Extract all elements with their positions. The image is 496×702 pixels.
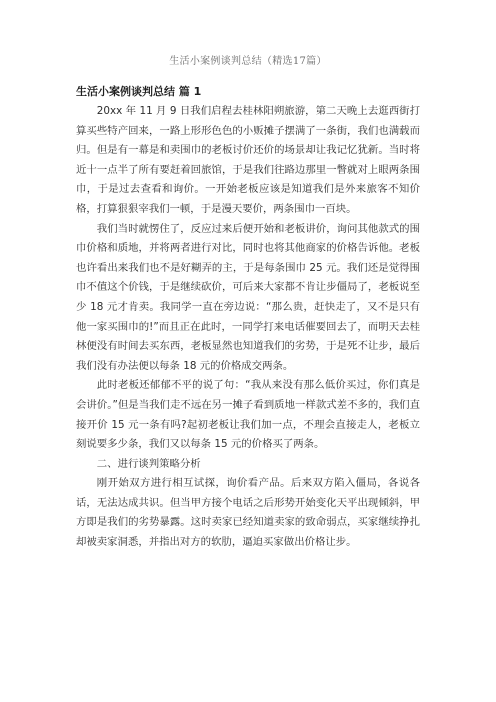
- strategy-subheading: 二、进行谈判策略分析: [96, 457, 201, 470]
- paragraph-2: 我们当时就愣住了，反应过来后便开始和老板讲价，询问其他款式的围巾价格和质地，并将两者进行对比，同时也将其他商家的价格告诉他。老板也许看出来我们也不是好糊弄的主，于是每条围巾 25 元。我们还是觉得围巾不值这个价钱，于是继续砍价，可后来大家都不肯让步僵局了，老板说至少 18 元才肯卖。我同学一直在旁边说：“那么贵，赶快走了，又不是只有他一家买围巾的!”而且正在此时，一同学打来电话催要回去了，而明天去桂林便没有时间去买东西，老板显然也知道我们的劣势，于是死不让步，最后我们没有办法便以每条 18 元的价格成交两条。: [76, 222, 420, 372]
- paragraph-3: 此时老板还郁郁不平的说了句：“我从来没有那么低价买过，你们真是会讲价。”但是当我们走不远在另一摊子看到质地一样款式差不多的，我们直接开价 15 元一条有吗?起初老板让我们加一点，不理会直接走人，老板立刻说要多少条，我们又以每条 15 元的价格买了两条。: [76, 379, 420, 451]
- document-title: 生活小案例谈判总结（精选17篇）: [169, 56, 327, 67]
- document-body: [76, 82, 420, 553]
- section-heading: 生活小案例谈判总结 篇 1: [76, 85, 202, 98]
- paragraph-4: 刚开始双方进行相互试探，询价看产品。后来双方陷入僵局，各说各话，无法达成共识。但当甲方接个电话之后形势开始变化天平出现倾斜，甲方即是我们的劣势暴露。这时卖家已经知道卖家的致命弱点，买家继续挣扎却被卖家洞悉，并指出对方的软肋，逼迫买家做出价格让步。: [76, 477, 420, 549]
- paragraph-1: 20xx 年 11 月 9 日我们启程去桂林阳朔旅游，第二天晚上去逛西街打算买些特产回来，一路上形形色色的小贩摊子摆满了一条街，我们也满载而归。但是有一幕是和卖围巾的老板讨价还价的场景却让我记忆犹新。当时将近十一点半了所有要赶着回旅馆，于是我们往路边那里一瞥就对上眼两条围巾，于是过去查看和询价。一开始老板应该是知道我们是外来旅客不知价格，打算狠狠宰我们一顿，于是漫天要价，两条围巾一百块。: [76, 105, 420, 215]
